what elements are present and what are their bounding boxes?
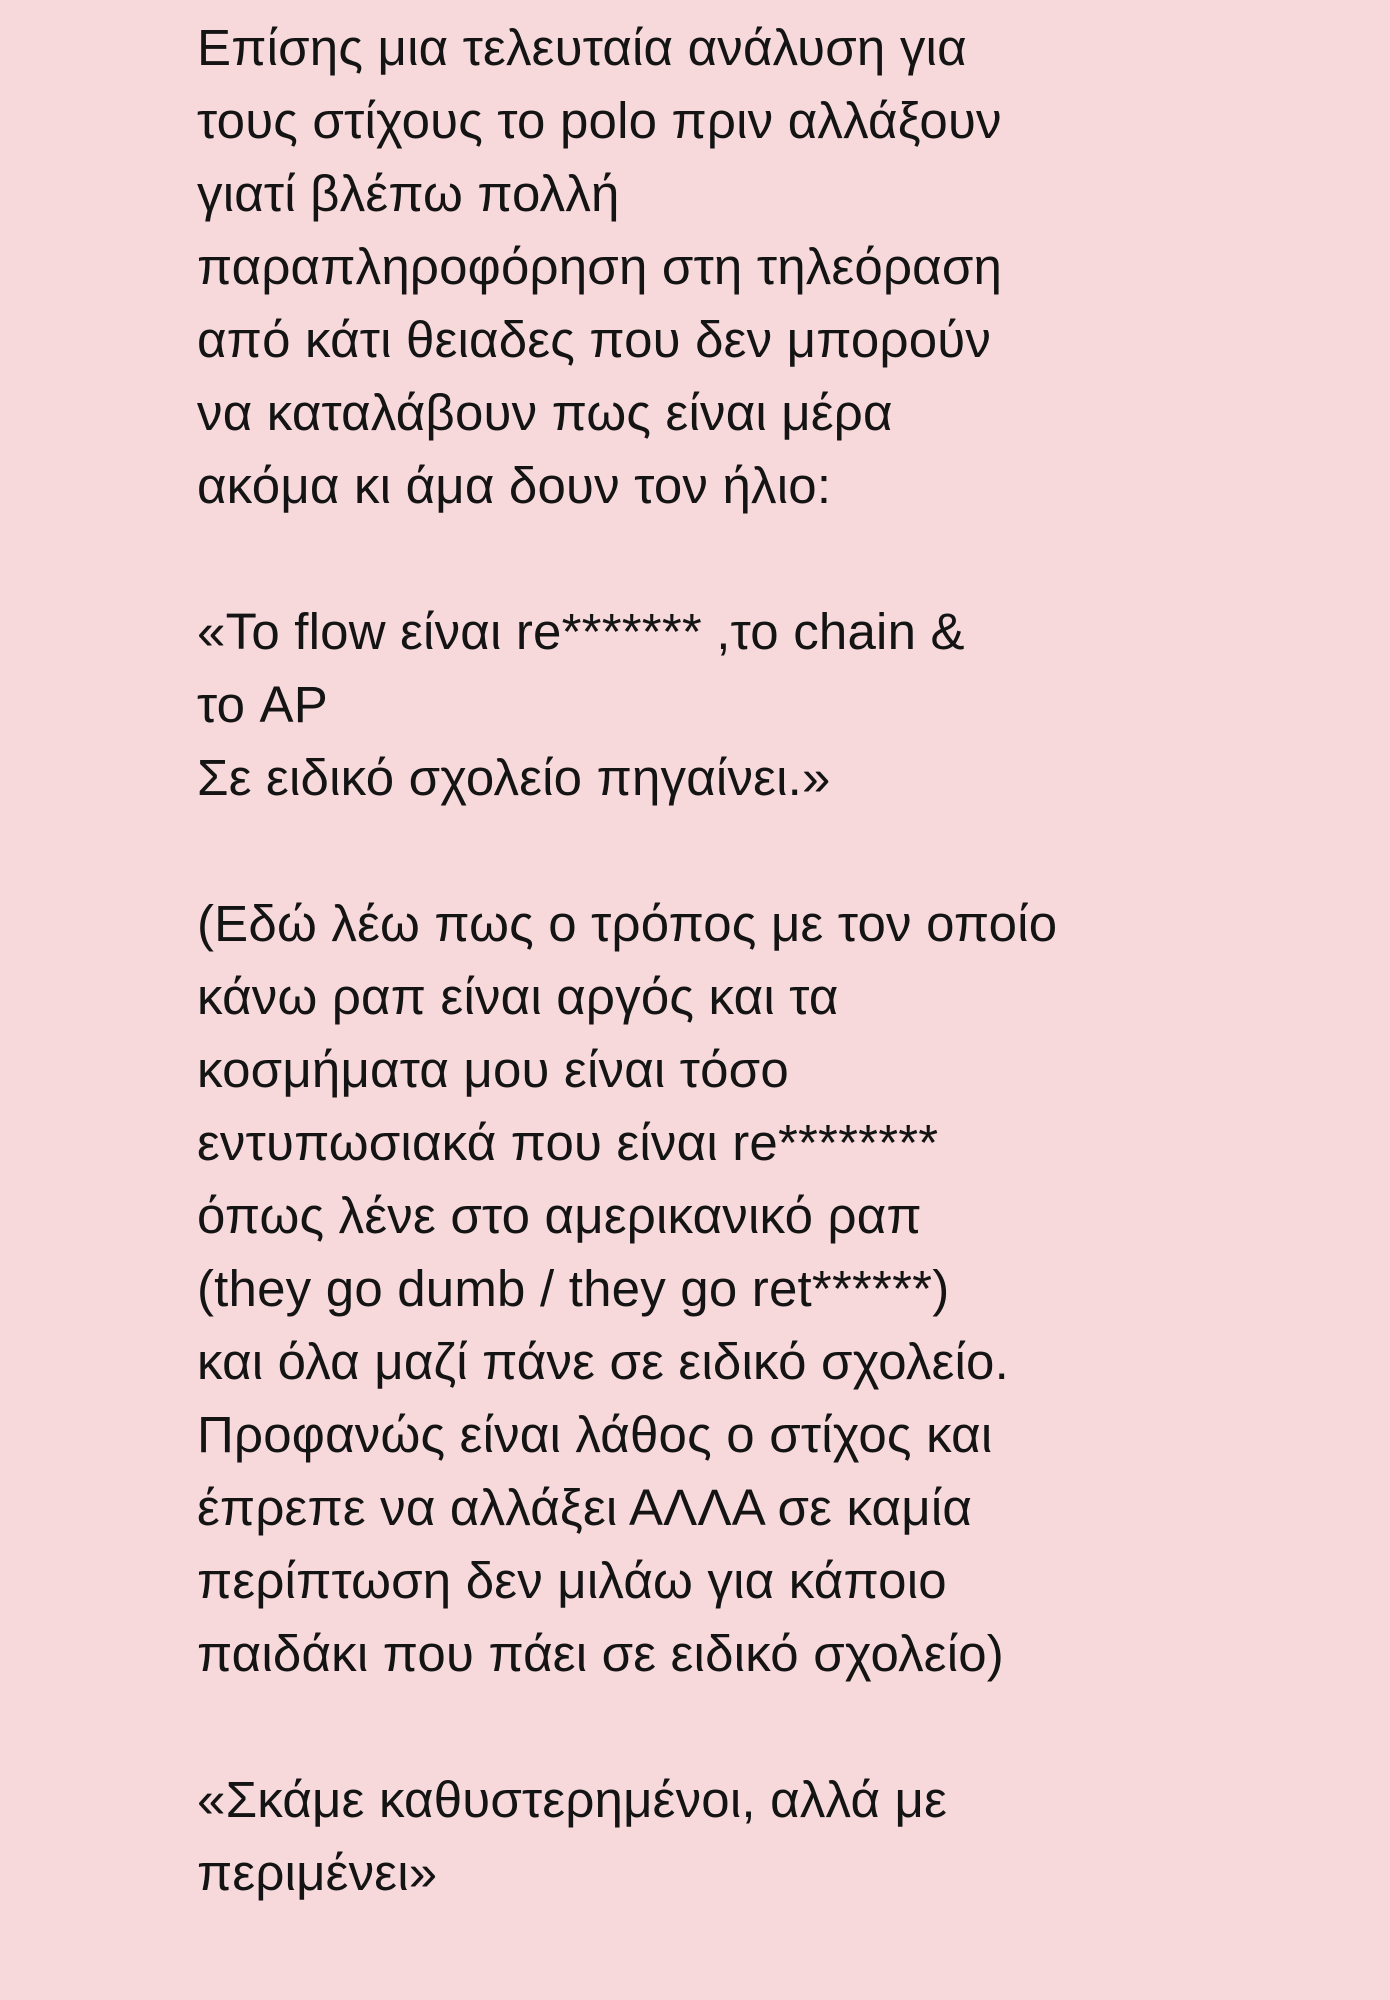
paragraph-gap [197, 522, 1387, 595]
text-line: (Εδώ λέω πως ο τρόπος με τον οποίο [197, 895, 1058, 952]
text-line: Επίσης μια τελευταία ανάλυση για [197, 19, 967, 76]
paragraph-intro [197, 11, 1387, 522]
text-line: Προφανώς είναι λάθος ο στίχος και [197, 1406, 993, 1463]
text-line: Σε ειδικό σχολείο πηγαίνει.» [197, 749, 831, 806]
text-line: περίπτωση δεν μιλάω για κάποιο [197, 1552, 947, 1609]
paragraph-quote-2 [197, 1763, 1387, 1909]
text-line: ακόμα κι άμα δουν τον ήλιο: [197, 457, 832, 514]
text-line: κοσμήματα μου είναι τόσο [197, 1041, 789, 1098]
text-line: «Το flow είναι re******* ,το chain & [197, 603, 965, 660]
paragraph-gap [197, 1690, 1387, 1763]
text-line: όπως λένε στο αμερικανικό ραπ [197, 1187, 922, 1244]
paragraph-gap [197, 814, 1387, 887]
paragraph-explanation [197, 887, 1387, 1690]
text-line: (they go dumb / they go ret******) [197, 1260, 950, 1317]
text-line: το AP [197, 676, 328, 733]
text-line: γιατί βλέπω πολλή [197, 165, 620, 222]
text-line: κάνω ραπ είναι αργός και τα [197, 968, 839, 1025]
note-text [197, 11, 1387, 1909]
text-line: περιμένει» [197, 1844, 438, 1901]
text-line: από κάτι θειαδες που δεν μπορούν [197, 311, 992, 368]
text-line: και όλα μαζί πάνε σε ειδικό σχολείο. [197, 1333, 1009, 1390]
text-line: παιδάκι που πάει σε ειδικό σχολείο) [197, 1625, 1004, 1682]
text-line: «Σκάμε καθυστερημένοι, αλλά με [197, 1771, 948, 1828]
text-line: παραπληροφόρηση στη τηλεόραση [197, 238, 1003, 295]
text-line: τους στίχους το polo πριν αλλάξουν [197, 92, 1002, 149]
text-line: έπρεπε να αλλάξει ΑΛΛΑ σε καμία [197, 1479, 973, 1536]
text-line: να καταλάβουν πως είναι μέρα [197, 384, 893, 441]
paragraph-quote-1 [197, 595, 1387, 814]
text-line: εντυπωσιακά που είναι re******** [197, 1114, 939, 1171]
